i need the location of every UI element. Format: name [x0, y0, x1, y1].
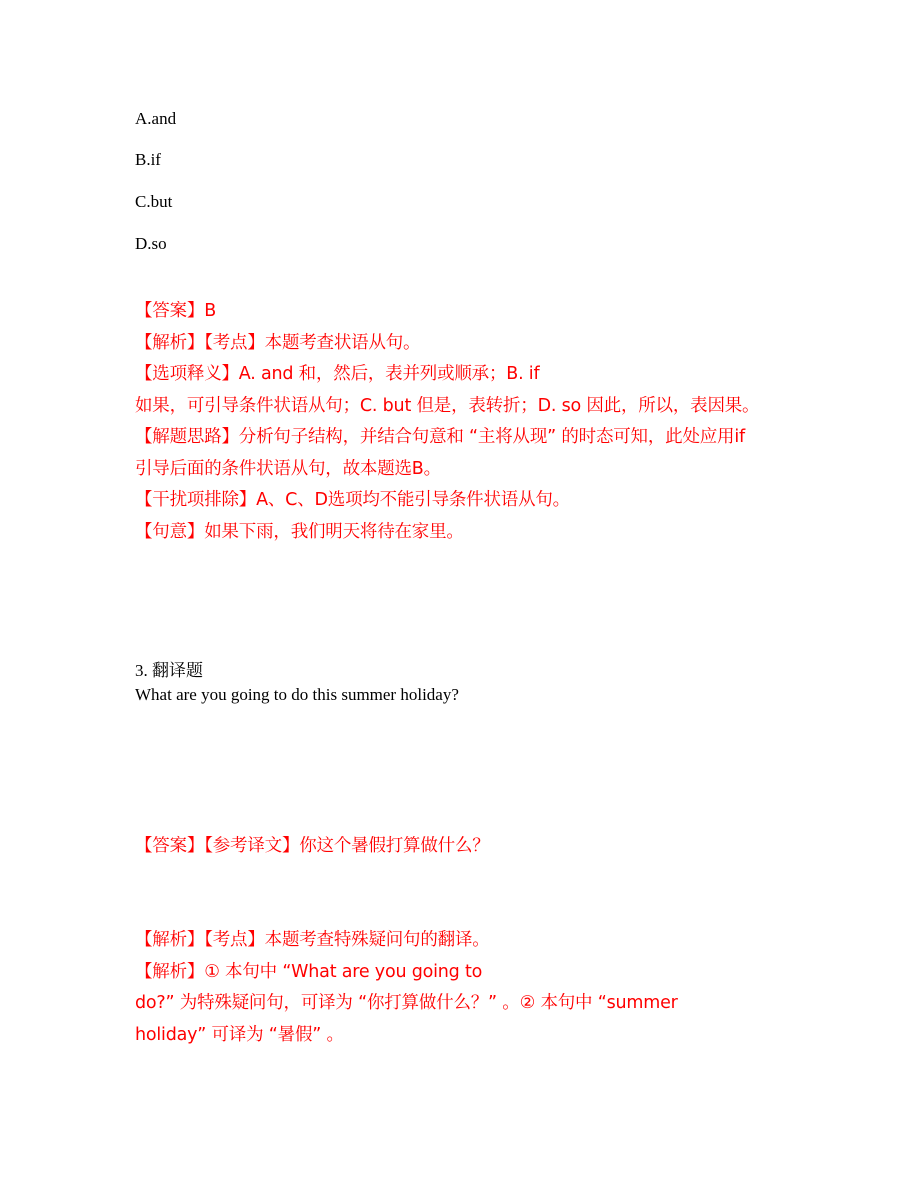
option-b: B.if [135, 150, 161, 169]
analysis-key-point-line: 【解析】【考点】本题考查状语从句。 [135, 332, 421, 353]
analysis-3-line-4: holiday” 可译为 “暑假” 。 [135, 1024, 344, 1045]
analysis-3-line-2: 【解析】① 本句中 “What are you going to [135, 961, 483, 982]
sentence-meaning-line: 【句意】如果下雨，我们明天将待在家里。 [135, 521, 464, 542]
analysis-3-block [135, 925, 678, 1051]
question-3-text: What are you going to do this summer holiday? [135, 685, 459, 704]
answer-3-line: 【答案】【参考译文】你这个暑假打算做什么？ [135, 836, 490, 856]
analysis-3-line-3: do?” 为特殊疑问句，可译为 “你打算做什么？” 。② 本句中 “summer [135, 993, 678, 1013]
answer-analysis-block [135, 296, 759, 548]
solution-idea-line-1: 【解题思路】分析句子结构，并结合句意和 “主将从现” 的时态可知，此处应用if [135, 427, 745, 447]
question-3 [135, 659, 459, 707]
answer-line: 【答案】B [135, 301, 217, 321]
option-explanation-line-2: 如果，可引导条件状语从句；C. but 但是，表转折；D. so 因此，所以，表因果。 [135, 395, 760, 416]
option-d: D.so [135, 234, 167, 253]
option-a: A.and [135, 109, 177, 128]
solution-idea-line-2: 引导后面的条件状语从句，故本题选B。 [135, 458, 441, 479]
distractor-exclusion-line: 【干扰项排除】A、C、D选项均不能引导条件状语从句。 [135, 490, 570, 510]
option-c: C.but [135, 192, 173, 211]
question-3-heading: 3. 翻译题 [135, 661, 203, 680]
analysis-3-key-point-line: 【解析】【考点】本题考查特殊疑问句的翻译。 [135, 930, 490, 950]
option-explanation-line-1: 【选项释义】A. and 和，然后，表并列或顺承；B. if [135, 364, 540, 384]
